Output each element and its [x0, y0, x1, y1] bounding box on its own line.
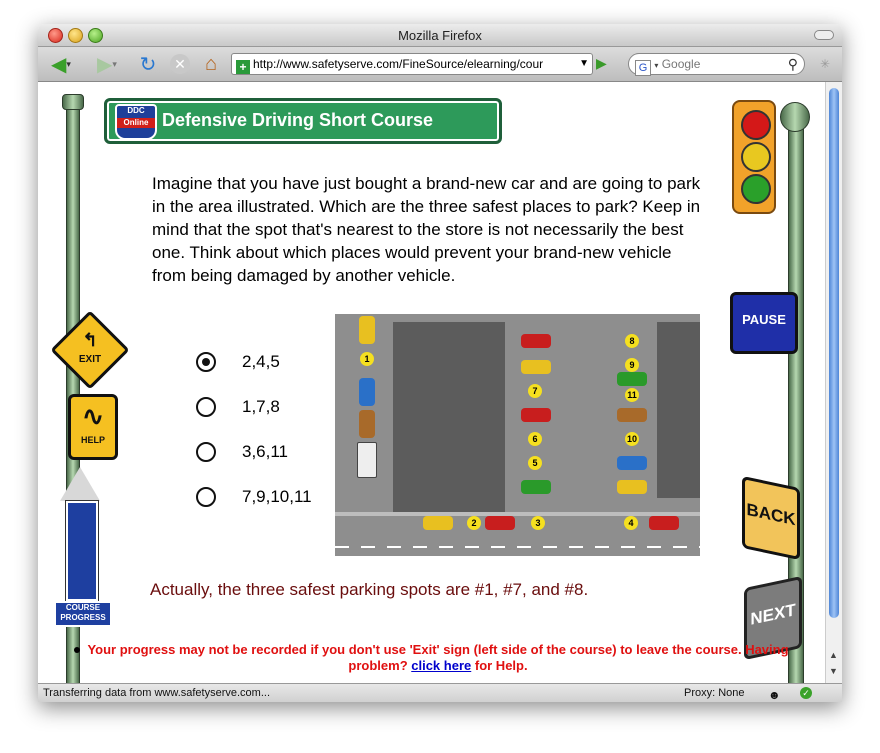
page-content [38, 82, 825, 683]
parked-car [423, 516, 453, 530]
store-building [393, 322, 505, 512]
activity-spinner-icon: ✳ [819, 57, 830, 71]
forward-arrow-icon[interactable]: ▶ ▾ [97, 53, 117, 76]
back-label: BACK [746, 499, 796, 530]
stop-icon[interactable]: ✕ [168, 52, 192, 76]
spot-number: 8 [625, 334, 639, 348]
option-4-label: 7,9,10,11 [242, 487, 312, 506]
magnifier-icon[interactable]: ⚲ [787, 56, 798, 72]
home-icon[interactable]: ⌂ [204, 52, 218, 75]
back-arrow-icon[interactable]: ◀ ▾ [51, 53, 71, 76]
parked-car [521, 360, 551, 374]
up-arrow-icon [60, 467, 100, 501]
title-bar [38, 24, 842, 47]
browser-window [38, 24, 842, 702]
secure-check-icon: ✓ [800, 687, 812, 699]
course-progress-sign[interactable] [54, 467, 104, 627]
scroll-down-arrow-icon[interactable]: ▼ [829, 666, 838, 676]
parked-car [617, 456, 647, 470]
parked-car [521, 334, 551, 348]
right-pole-cap [780, 102, 810, 132]
go-arrow-icon[interactable]: ▶ [596, 55, 607, 71]
parked-car [485, 516, 515, 530]
help-sign[interactable] [68, 394, 118, 460]
bullet [74, 647, 80, 653]
parked-car [357, 442, 377, 478]
course-progress-label-2: PROGRESS [60, 613, 106, 622]
parked-car [521, 480, 551, 494]
parked-car [359, 316, 375, 344]
address-bar[interactable] [231, 53, 593, 75]
option-2[interactable] [196, 397, 280, 417]
logo-top-text: DDC [127, 106, 145, 115]
traffic-light-icon [732, 100, 776, 214]
exit-arrow-icon: ↰ [82, 330, 98, 350]
search-box[interactable] [628, 53, 805, 75]
search-input[interactable]: Google [661, 57, 701, 71]
vertical-scrollbar[interactable] [825, 82, 842, 683]
parked-car [649, 516, 679, 530]
building-right [657, 322, 700, 498]
option-3[interactable] [196, 442, 288, 462]
search-engine-dropdown-icon[interactable]: ▾ [654, 61, 659, 70]
exit-sign-label: EXIT [78, 354, 102, 365]
question-text: Imagine that you have just bought a brand-new car and are going to park in the area illustrated. Which are the three safest places to park? Keep in mind that the spot that's nearest to the store is not necessarily the best one. Think about which places would prevent your brand-new vehicle from being damaged by another vehicle. [152, 174, 701, 285]
spot-number: 10 [626, 434, 637, 444]
next-label: NEXT [750, 600, 796, 629]
logo-bottom-text: Online [117, 118, 155, 128]
parked-car [359, 378, 375, 406]
option-4[interactable] [196, 487, 312, 507]
status-text: Transferring data from www.safetyserve.com... [43, 687, 270, 699]
spot-number: 3 [531, 516, 545, 530]
spot-number: 6 [528, 432, 542, 446]
option-3-label: 3,6,11 [242, 442, 289, 461]
parked-car [617, 408, 647, 422]
ddc-online-logo [115, 104, 157, 140]
option-3-radio[interactable] [196, 442, 216, 462]
scrollbar-thumb[interactable] [829, 88, 839, 618]
pause-label: PAUSE [742, 312, 786, 327]
search-engine-icon[interactable]: G [635, 60, 651, 76]
url-dropdown-icon[interactable]: ▼ [579, 58, 589, 69]
toolbar-toggle-button[interactable] [814, 30, 834, 40]
left-pole-cap [62, 94, 84, 110]
course-progress-label-1: COURSE [65, 603, 101, 612]
navigation-toolbar [38, 47, 842, 82]
site-favicon-icon: + [236, 60, 250, 74]
status-bar [38, 683, 842, 702]
back-button[interactable] [742, 476, 800, 560]
notice-text-2: for Help. [471, 658, 528, 673]
spot-number: 2 [467, 516, 481, 530]
parked-car [617, 372, 647, 386]
option-2-label: 1,7,8 [242, 397, 280, 416]
pause-button[interactable] [730, 292, 798, 354]
help-sign-label: HELP [80, 435, 105, 445]
course-progress-label [54, 601, 112, 627]
spot-number: 5 [528, 456, 542, 470]
option-1[interactable] [196, 352, 280, 372]
progress-arrow-shaft [66, 501, 98, 601]
proxy-status[interactable]: Proxy: None [684, 687, 745, 699]
option-1-label: 2,4,5 [242, 352, 280, 371]
window-title: Mozilla Firefox [398, 28, 482, 43]
road-dashes [335, 546, 700, 548]
parked-car [521, 408, 551, 422]
progress-notice [68, 642, 808, 674]
answer-feedback: Actually, the three safest parking spots are #1, #7, and #8. [150, 580, 589, 599]
exit-sign[interactable] [62, 322, 116, 376]
scroll-up-arrow-icon[interactable]: ▲ [829, 650, 838, 660]
parked-car [359, 410, 375, 438]
spot-number: 11 [625, 388, 639, 402]
course-title: Defensive Driving Short Course [162, 110, 434, 130]
curb [335, 512, 700, 516]
notice-text-1: Your progress may not be recorded if you don't use 'Exit' sign (left side of the course) to leave the course. Having problem? [87, 642, 789, 673]
spot-number: 1 [360, 352, 374, 366]
spot-number: 9 [625, 358, 639, 372]
winding-road-icon: ∿ [82, 401, 104, 431]
course-banner [104, 98, 502, 144]
url-text: http://www.safetyserve.com/FineSource/elearning/cour [253, 57, 544, 71]
spot-number: 4 [624, 516, 638, 530]
option-1-radio[interactable] [196, 352, 216, 372]
help-link[interactable]: click here [411, 658, 472, 673]
addon-icon[interactable]: ☻ [768, 688, 781, 702]
option-4-radio[interactable] [196, 487, 216, 507]
reload-icon[interactable]: ↻ [139, 53, 157, 76]
spot-number: 7 [528, 384, 542, 398]
parked-car [617, 480, 647, 494]
option-2-radio[interactable] [196, 397, 216, 417]
parking-lot-illustration [335, 314, 700, 556]
